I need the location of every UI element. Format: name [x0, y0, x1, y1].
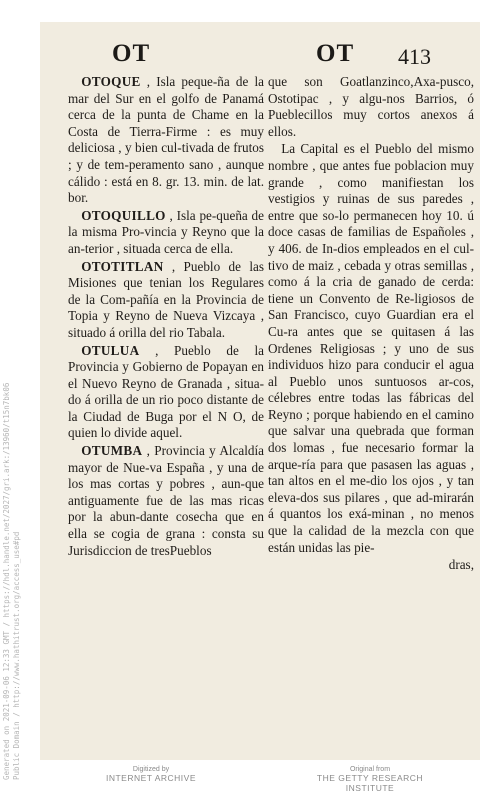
page-number: 413 [398, 44, 431, 69]
entry-headword: OTOTITLAN [81, 258, 164, 274]
book-page [40, 22, 480, 760]
entry-text: , Isla peque-ña de la mar del Sur en el golfo de Panamá cerca de la punta de Chame en la Costa de Tierra-Firme : es muy deliciosa , y bien cul-tivada de frutos ; y de tem-peramento sano , aunque cálido : está en 8. gr. 13. min. de lat. bor. [68, 74, 264, 206]
entry-otoquillo [68, 208, 264, 258]
side-stamp [2, 360, 26, 780]
entry-otumba [68, 443, 264, 559]
continued-paragraph: que son Goatlanzinco,Axa-pusco, Ostotipac , y algu-nos Barrios, ó Pueblecillos muy cortos anexos á ellos. [268, 74, 474, 139]
footer-label: Digitized by [132, 766, 170, 773]
side-stamp-line: Public Domain / http://www.hathitrust.org/access_use#pd [12, 531, 21, 780]
running-head-right: OT [316, 40, 355, 67]
entry-text: , Pueblo de la Provincia y Gobierno de Popayan en el Nuevo Reyno de Granada , situa-do á orilla de un rio poco distante de la Ciudad de Buga por el N O, de quien lo divide aquel. [68, 342, 264, 441]
entry-text: , Provincia y Alcaldía mayor de Nue-va España , y una de los mas cortas y pobres , aun-que antiguamente fue de las mas ricas por la abun-dante cosecha que en ella se cogia de grana : consta su Jurisdiccion de tresPueblos [68, 443, 265, 558]
entry-ototitlan [68, 259, 264, 342]
entry-headword: OTUMBA [81, 443, 143, 459]
side-stamp-line: Generated on 2021-09-06 12:33 GMT / https://hdl.handle.net/2027/gri.ark:/13960/t15n7bk06 [2, 382, 11, 780]
entry-otoque [68, 74, 264, 207]
entry-headword: OTOQUILLO [81, 207, 166, 223]
footer-source: INTERNET ARCHIVE [105, 773, 197, 783]
footer-label: Original from [349, 766, 391, 773]
running-head-left: OT [112, 40, 151, 67]
entry-headword: OTOQUE [81, 74, 141, 89]
entry-text: , Pueblo de las Misiones que tenian los Regulares de la Com-pañía en la Provincia de Topia y Reyno de Nueva Vizcaya , situado á orilla del rio Tabala. [68, 258, 264, 340]
footer-original-from [300, 766, 440, 793]
catchword: dras, [448, 557, 474, 573]
entry-otulua [68, 343, 264, 443]
entry-headword: OTULUA [81, 342, 140, 358]
footer-source: THE GETTY RESEARCH INSTITUTE [316, 773, 424, 793]
right-column [268, 74, 474, 574]
footer-digitized-by [86, 766, 216, 783]
left-column [68, 74, 264, 560]
paragraph-capital: La Capital es el Pueblo del mismo nombre , que antes fue poblacion muy grande , como manifiestan los vestigios y ruinas de sus paredes , entre que so-lo permanecen hoy 10. ú doce casas de familias de Españoles , y 406. de In-dios empleados en el cul-tivo de maiz , cebada y otras semillas , como á la cria de ganado de cerda: tiene un Convento de Re-ligiosos de San Francisco, cuyo Guardian era el Cu-ra antes que se quitasen á las Ordenes Religiosas ; y uno de sus individuos hizo para conducir el agua al Pueblo unos suntuosos ar-cos, célebres entre todas las fábricas del Reyno ; porque habiendo en el camino que salvar una quebrada que forman dos lomas , fue necesario formar la arque-ría para que pasasen las aguas , tan altos en el me-dio los ojos , y tan eleva-dos sus pilares , que ad-mirarán á quantos los exá-minan , no menos que la calidad de la mezcla con que están unidas las pie- [268, 141, 474, 555]
entry-text: , Isla pe-queña de la misma Pro-vincia y Reyno que la an-terior , situada cerca de ella. [68, 207, 264, 256]
